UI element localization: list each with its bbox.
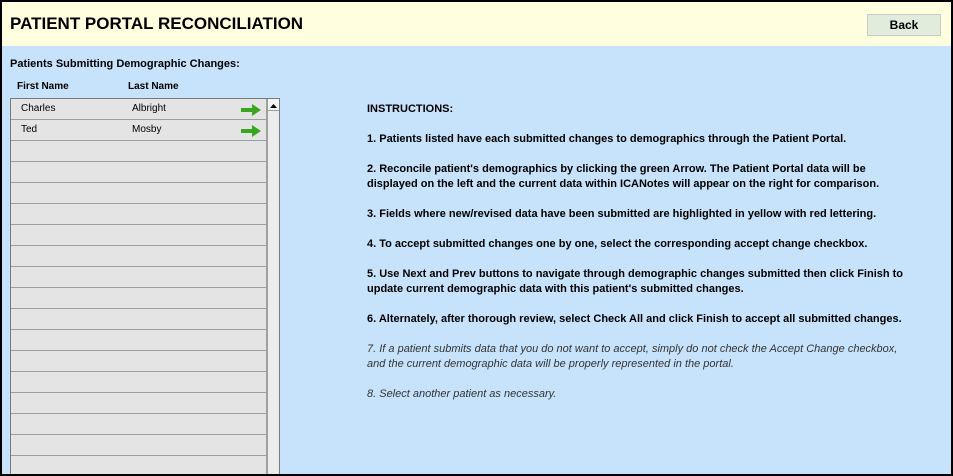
instruction-item: 4. To accept submitted changes one by one, select the corresponding accept change checkbox. (367, 238, 868, 250)
empty-patient-row (11, 309, 267, 330)
column-header-first-name: First Name (17, 81, 69, 92)
empty-patient-row (11, 393, 267, 414)
instruction-item: 8. Select another patient as necessary. (367, 388, 557, 400)
instruction-item: 6. Alternately, after thorough review, select Check All and click Finish to accept all submitted changes. (367, 313, 902, 325)
green-arrow-icon[interactable] (241, 125, 261, 137)
back-button[interactable]: Back (867, 14, 941, 36)
patients-list-rows (11, 99, 267, 476)
empty-patient-row (11, 225, 267, 246)
empty-patient-row (11, 351, 267, 372)
patient-row[interactable] (11, 99, 267, 120)
empty-patient-row (11, 162, 267, 183)
empty-patient-row (11, 456, 267, 476)
page-title: PATIENT PORTAL RECONCILIATION (10, 14, 304, 33)
empty-patient-row (11, 141, 267, 162)
instruction-item: 2. Reconcile patient's demographics by clicking the green Arrow. The Patient Portal data will be displayed on the left and the current data within ICANotes will appear on the right for comparison. (367, 163, 880, 190)
instruction-item: 5. Use Next and Prev buttons to navigate through demographic changes submitted then click Finish to update current demographic data with this patient's submitted changes. (367, 268, 904, 295)
instruction-item: 7. If a patient submits data that you do not want to accept, simply do not check the Accept Change checkbox, and the current demographic data will be properly represented in the portal. (367, 343, 898, 370)
empty-patient-row (11, 288, 267, 309)
patients-section-label: Patients Submitting Demographic Changes: (10, 58, 240, 70)
scroll-up-button[interactable] (268, 99, 279, 111)
empty-patient-row (11, 414, 267, 435)
empty-patient-row (11, 183, 267, 204)
header-bar (2, 2, 951, 46)
empty-patient-row (11, 267, 267, 288)
empty-patient-row (11, 246, 267, 267)
instructions-heading: INSTRUCTIONS: (367, 103, 454, 115)
patients-list[interactable] (10, 98, 280, 476)
instruction-item: 3. Fields where new/revised data have been submitted are highlighted in yellow with red lettering. (367, 208, 877, 220)
green-arrow-icon[interactable] (241, 104, 261, 116)
empty-patient-row (11, 435, 267, 456)
empty-patient-row (11, 372, 267, 393)
instructions-panel (367, 102, 907, 417)
patients-list-scrollbar[interactable] (267, 99, 280, 476)
column-header-last-name: Last Name (128, 81, 179, 92)
patient-first-name: Charles (21, 103, 56, 114)
patient-row[interactable] (11, 120, 267, 141)
scroll-up-arrow-icon (268, 101, 279, 112)
instruction-item: 1. Patients listed have each submitted changes to demographics through the Patient Portal. (367, 133, 847, 145)
empty-patient-row (11, 204, 267, 225)
patient-last-name: Mosby (132, 124, 162, 135)
empty-patient-row (11, 330, 267, 351)
patient-last-name: Albright (132, 103, 166, 114)
patient-first-name: Ted (21, 124, 38, 135)
